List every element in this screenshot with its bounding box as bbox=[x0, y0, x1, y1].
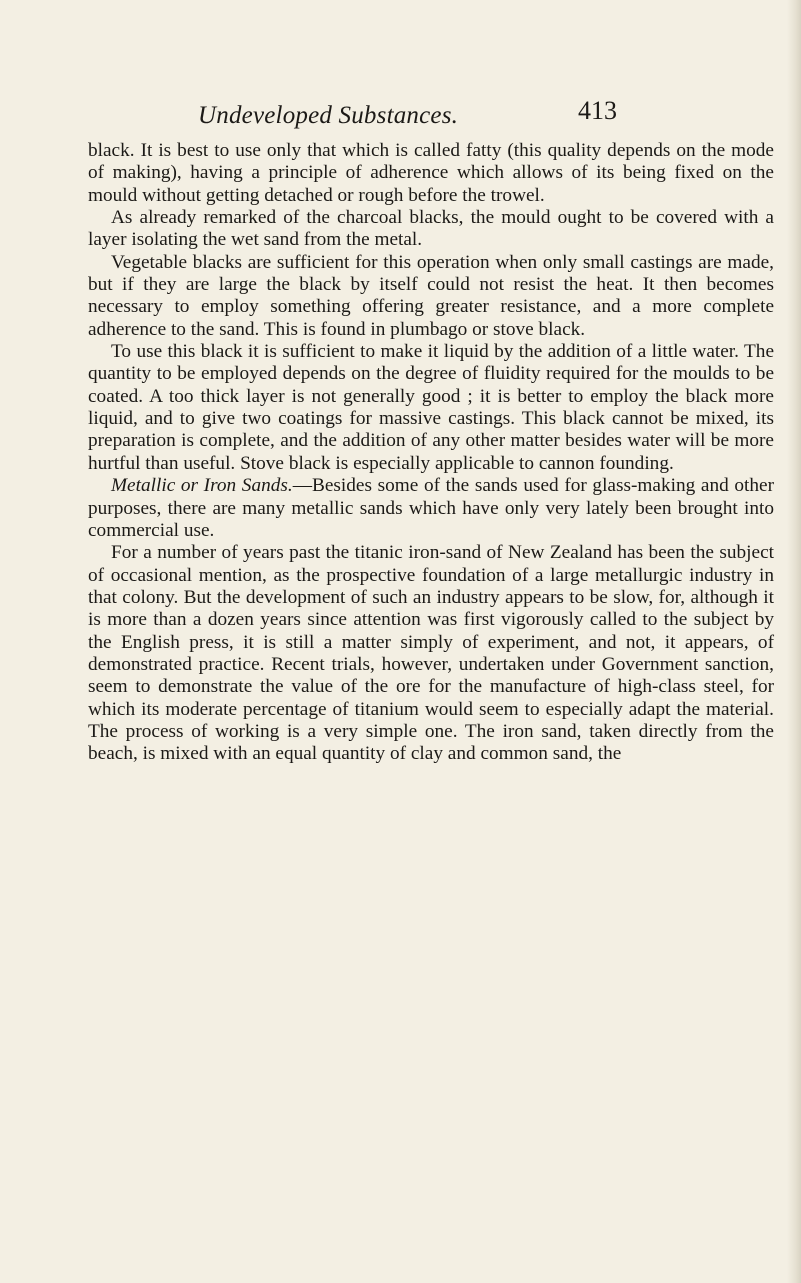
section-heading: Metallic or Iron Sands. bbox=[111, 475, 293, 497]
paragraph-new-zealand-sand: For a number of years past the titanic iron-sand of New Zealand has been the subject of occasional mention, as the prospective foundation of a large metallurgic industry in that colony. But the development of such an industry appears to be slow, for, although it is more than a dozen years since attention was first vigorously called to the subject by the English press, it is still a matter simply of experiment, and not, it appears, of demonstrated practice. Recent trials, however, undertaken under Government sanction, seem to demonstrate the value of the ore for the manufacture of high-class steel, for which its moderate percentage of titanium would seem to especially adapt the material. The process of working is a very simple one. The iron sand, taken directly from the beach, is mixed with an equal quantity of clay and common sand, the bbox=[88, 542, 774, 765]
page-header bbox=[0, 96, 801, 136]
body-text bbox=[88, 140, 774, 766]
page-number: 413 bbox=[578, 96, 617, 125]
paragraph-stove-black: To use this black it is sufficient to make it liquid by the addition of a little water. The quantity to be employed depends on the degree of fluidity required for the moulds to be coated. A too thick layer is not generally good ; it is better to employ the black more liquid, and to give two coatings for massive castings. This black cannot be mixed, its preparation is complete, and the addition of any other matter besides water will be more hurtful than useful. Stove black is especially applicable to cannon founding. bbox=[88, 341, 774, 474]
paragraph-vegetable-blacks: Vegetable blacks are sufficient for this operation when only small castings are made, but if they are large the black by itself could not resist the heat. It then becomes necessary to employ something offering greater resistance, and a more complete adherence to the sand. This is found in plumbago or stove black. bbox=[88, 251, 774, 340]
page-edge-shadow bbox=[787, 0, 801, 1283]
paragraph-metallic-sands bbox=[88, 475, 774, 542]
paragraph-metallic-sands-text: —Besides some of the sands used for glass-making and other purposes, there are many metallic sands which have only very lately been brought into commercial use. bbox=[88, 475, 774, 541]
paragraph-continuation: black. It is best to use only that which is called fatty (this quality depends on the mode of making), having a principle of adherence which allows of its being fixed on the mould without getting detached or rough before the trowel. bbox=[88, 140, 774, 206]
running-title: Undeveloped Substances. bbox=[198, 102, 459, 129]
paragraph-charcoal-blacks: As already remarked of the charcoal blacks, the mould ought to be covered with a layer isolating the wet sand from the metal. bbox=[88, 207, 774, 251]
